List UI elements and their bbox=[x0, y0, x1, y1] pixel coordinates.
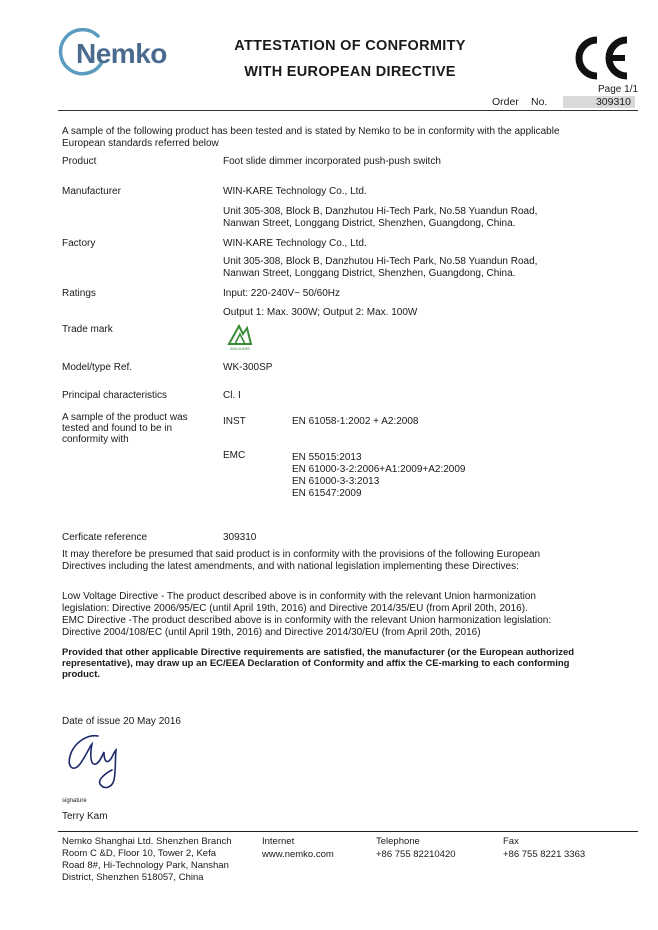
trademark-logo-text: WIN-KARE bbox=[230, 346, 250, 351]
footer-address-2: Room C &D, Floor 10, Tower 2, Kefa bbox=[62, 848, 216, 859]
presume-line-2: Directives including the latest amendments, and with national legislation implementing these Directives: bbox=[62, 561, 519, 572]
inst-label: INST bbox=[223, 416, 246, 427]
certificate-value: 309310 bbox=[223, 532, 257, 543]
ratings-line-1: Input: 220-240V~ 50/60Hz bbox=[223, 288, 341, 299]
date-of-issue: Date of issue 20 May 2016 bbox=[62, 716, 181, 727]
footer-address-3: Road 8#, Hi-Technology Park, Nanshan bbox=[62, 860, 229, 871]
signature-label: signature bbox=[62, 798, 87, 804]
internet-label: Internet bbox=[262, 836, 295, 847]
header-divider bbox=[58, 110, 638, 111]
emc-label: EMC bbox=[223, 450, 246, 461]
win-kare-leaf-icon bbox=[225, 324, 255, 346]
sample-label-3: conformity with bbox=[62, 434, 129, 445]
logo-text: Nemko bbox=[76, 38, 167, 69]
emc-directive-title: EMC Directive - bbox=[62, 615, 133, 626]
ratings-line-2: Output 1: Max. 300W; Output 2: Max. 100W bbox=[223, 307, 418, 318]
order-label: Order bbox=[492, 96, 519, 108]
order-number: 309310 bbox=[563, 96, 635, 108]
trademark-logo bbox=[222, 324, 258, 354]
order-no-label: No. bbox=[531, 96, 548, 108]
lvd-line-2: legislation: Directive 2006/95/EC (until April 19th, 2016) and Directive 2014/35/EU (from April 20th, 2016). bbox=[62, 603, 528, 614]
principal-label: Principal characteristics bbox=[62, 390, 168, 401]
sample-label-2: tested and found to be in bbox=[62, 423, 173, 434]
title-line-1: ATTESTATION OF CONFORMITY bbox=[234, 38, 466, 54]
handwritten-signature bbox=[60, 730, 130, 792]
telephone-label: Telephone bbox=[376, 836, 420, 847]
certificate-label: Cerficate reference bbox=[62, 532, 148, 543]
product-label: Product bbox=[62, 156, 97, 167]
intro-line-1: A sample of the following product has been tested and is stated by Nemko to be in conformity with the applicable bbox=[62, 126, 560, 137]
emc-standard-3: EN 61000-3-3:2013 bbox=[292, 476, 380, 487]
footer-address-1: Nemko Shanghai Ltd. Shenzhen Branch bbox=[62, 836, 232, 847]
manufacturer-address-2: Nanwan Street, Longgang District, Shenzhen, Guangdong, China. bbox=[223, 218, 516, 229]
product-value: Foot slide dimmer incorporated push-push switch bbox=[223, 156, 441, 167]
telephone-value: +86 755 82210420 bbox=[376, 849, 456, 860]
factory-address-1: Unit 305-308, Block B, Danzhutou Hi-Tech Park, No.58 Yuandun Road, bbox=[223, 256, 538, 267]
sample-label-1: A sample of the product was bbox=[62, 412, 188, 423]
provided-line-2: representative), may draw up an EC/EEA Declaration of Conformity and affix the CE-marking to each conforming bbox=[62, 658, 570, 669]
emc-directive-line-1 bbox=[62, 615, 551, 627]
model-label: Model/type Ref. bbox=[62, 362, 133, 373]
emc-standard-2: EN 61000-3-2:2006+A1:2009+A2:2009 bbox=[292, 464, 466, 475]
inst-standard-1: EN 61058-1:2002 + A2:2008 bbox=[292, 416, 419, 427]
intro-line-2: European standards referred below bbox=[62, 138, 219, 149]
provided-line-3: product. bbox=[62, 669, 100, 680]
page-number: Page 1/1 bbox=[598, 84, 639, 95]
emc-standard-1: EN 55015:2013 bbox=[292, 452, 362, 463]
factory-address-2: Nanwan Street, Longgang District, Shenzhen, Guangdong, China. bbox=[223, 268, 516, 279]
lvd-text: The product described above is in conformity with the relevant Union harmonization bbox=[164, 591, 536, 602]
emc-directive-line-2: Directive 2004/108/EC (until April 19th, 2016) and Directive 2014/30/EU (from April 20th, 2016) bbox=[62, 627, 481, 638]
manufacturer-label: Manufacturer bbox=[62, 186, 121, 197]
factory-label: Factory bbox=[62, 238, 96, 249]
footer-divider bbox=[58, 831, 638, 832]
ratings-label: Ratings bbox=[62, 288, 96, 299]
title-line-2: WITH EUROPEAN DIRECTIVE bbox=[244, 64, 456, 80]
fax-value: +86 755 8221 3363 bbox=[503, 849, 586, 860]
model-value: WK-300SP bbox=[223, 362, 273, 373]
emc-standard-4: EN 61547:2009 bbox=[292, 488, 362, 499]
internet-link[interactable]: www.nemko.com bbox=[262, 849, 334, 860]
fax-label: Fax bbox=[503, 836, 519, 847]
manufacturer-address-1: Unit 305-308, Block B, Danzhutou Hi-Tech Park, No.58 Yuandun Road, bbox=[223, 206, 538, 217]
principal-value: Cl. I bbox=[223, 390, 241, 401]
lvd-title: Low Voltage Directive - bbox=[62, 591, 165, 602]
footer-address-4: District, Shenzhen 518057, China bbox=[62, 872, 204, 883]
trademark-label: Trade mark bbox=[62, 324, 113, 335]
manufacturer-name: WIN-KARE Technology Co., Ltd. bbox=[223, 186, 367, 197]
emc-directive-text: The product described above is in conformity with the relevant Union harmonization legislation: bbox=[132, 615, 552, 626]
signer-name: Terry Kam bbox=[62, 811, 108, 822]
provided-line-1: Provided that other applicable Directive requirements are satisfied, the manufacturer (or the European authorized bbox=[62, 647, 575, 658]
ce-mark-icon bbox=[571, 34, 631, 82]
factory-name: WIN-KARE Technology Co., Ltd. bbox=[223, 238, 367, 249]
presume-line-1: It may therefore be presumed that said product is in conformity with the provisions of the following European bbox=[62, 549, 541, 560]
lvd-line-1 bbox=[62, 591, 536, 603]
